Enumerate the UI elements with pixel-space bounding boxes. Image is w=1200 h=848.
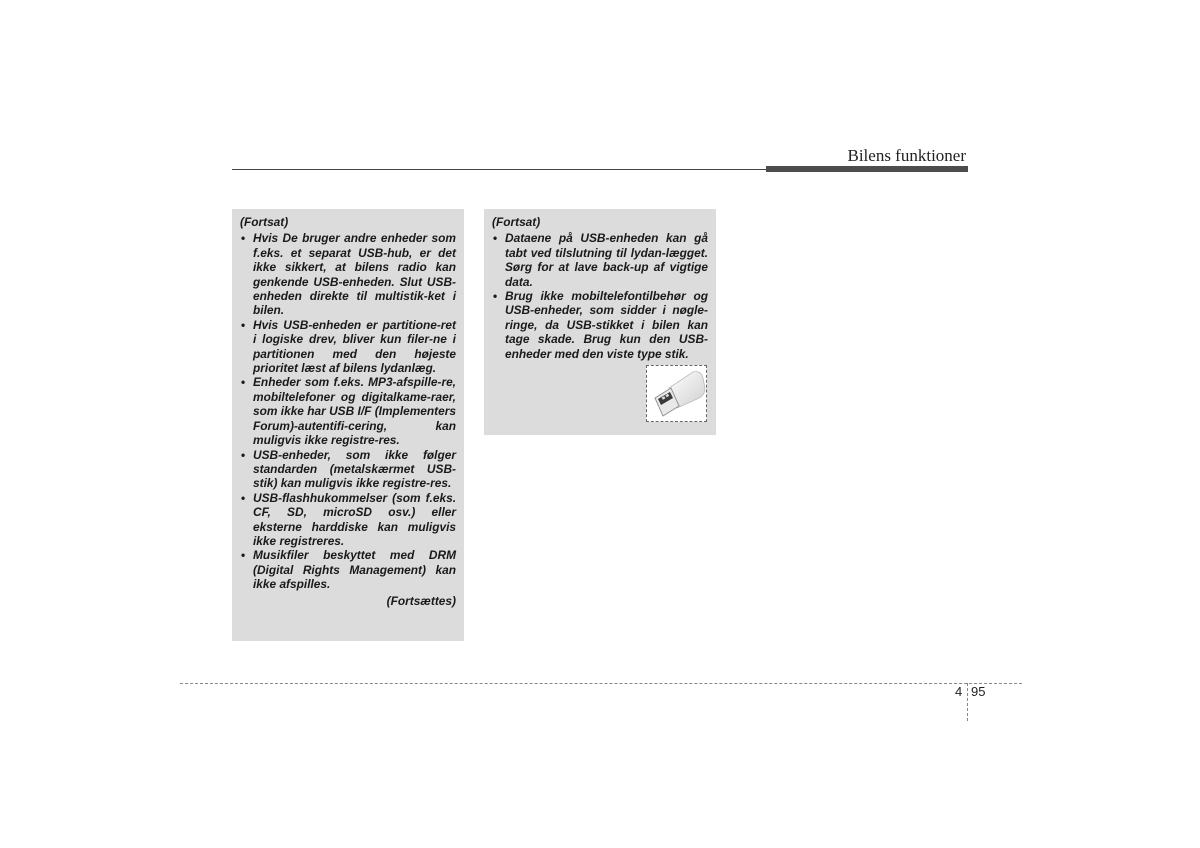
continued-heading: (Fortsat) <box>492 215 541 229</box>
page-number: 95 <box>971 684 986 699</box>
section-title: Bilens funktioner <box>847 146 966 165</box>
header-bar <box>766 166 968 172</box>
list-item: • Musikfiler beskyttet med DRM (Digital Rights Management) kan ikke afspilles. <box>240 548 456 591</box>
continues-note: (Fortsættes) <box>386 593 456 608</box>
list-item: • Hvis USB-enheden er partitione-ret i logiske drev, bliver kun filer-ne i partitionen med den højeste prioritet læst af bilens lydanlæg. <box>240 318 456 376</box>
footer-divider <box>180 683 1022 684</box>
usb-stick-figure <box>646 365 707 422</box>
footer-divider-vertical <box>967 683 968 721</box>
list-item: • USB-flashhukommelser (som f.eks. CF, SD, microSD osv.) eller eksterne harddiske kan muligvis ikke registreres. <box>240 491 456 549</box>
info-box-left <box>232 209 464 641</box>
bullet-list <box>492 231 708 361</box>
list-item: • Enheder som f.eks. MP3-afspille-re, mobiltelefoner og digitalkame-raer, som ikke har USB I/F (Implementers Forum)-autentifi-cering, kan muligvis ikke registre-res. <box>240 375 456 447</box>
continued-heading: (Fortsat) <box>240 215 289 229</box>
list-item: • Brug ikke mobiltelefontilbehør og USB-enheder, som sidder i nøgle-ringe, da USB-stikket i bilen kan tage skade. Brug kun den USB-enheder med den viste type stik. <box>492 289 708 361</box>
header-rule <box>232 169 766 170</box>
usb-stick-icon <box>647 366 706 421</box>
list-item: • Hvis De bruger andre enheder som f.eks. et separat USB-hub, er det ikke sikkert, at bilens radio kan genkende USB-enheden. Slut USB-enheden direkte til multistik-ket i bilen. <box>240 231 456 317</box>
bullet-list <box>240 231 456 591</box>
chapter-number: 4 <box>955 684 963 699</box>
list-item: • Dataene på USB-enheden kan gå tabt ved tilslutning til lydan-lægget. Sørg for at lave back-up af vigtige data. <box>492 231 708 289</box>
list-item: • USB-enheder, som ikke følger standarden (metalskærmet USB-stik) kan muligvis ikke registre-res. <box>240 448 456 491</box>
